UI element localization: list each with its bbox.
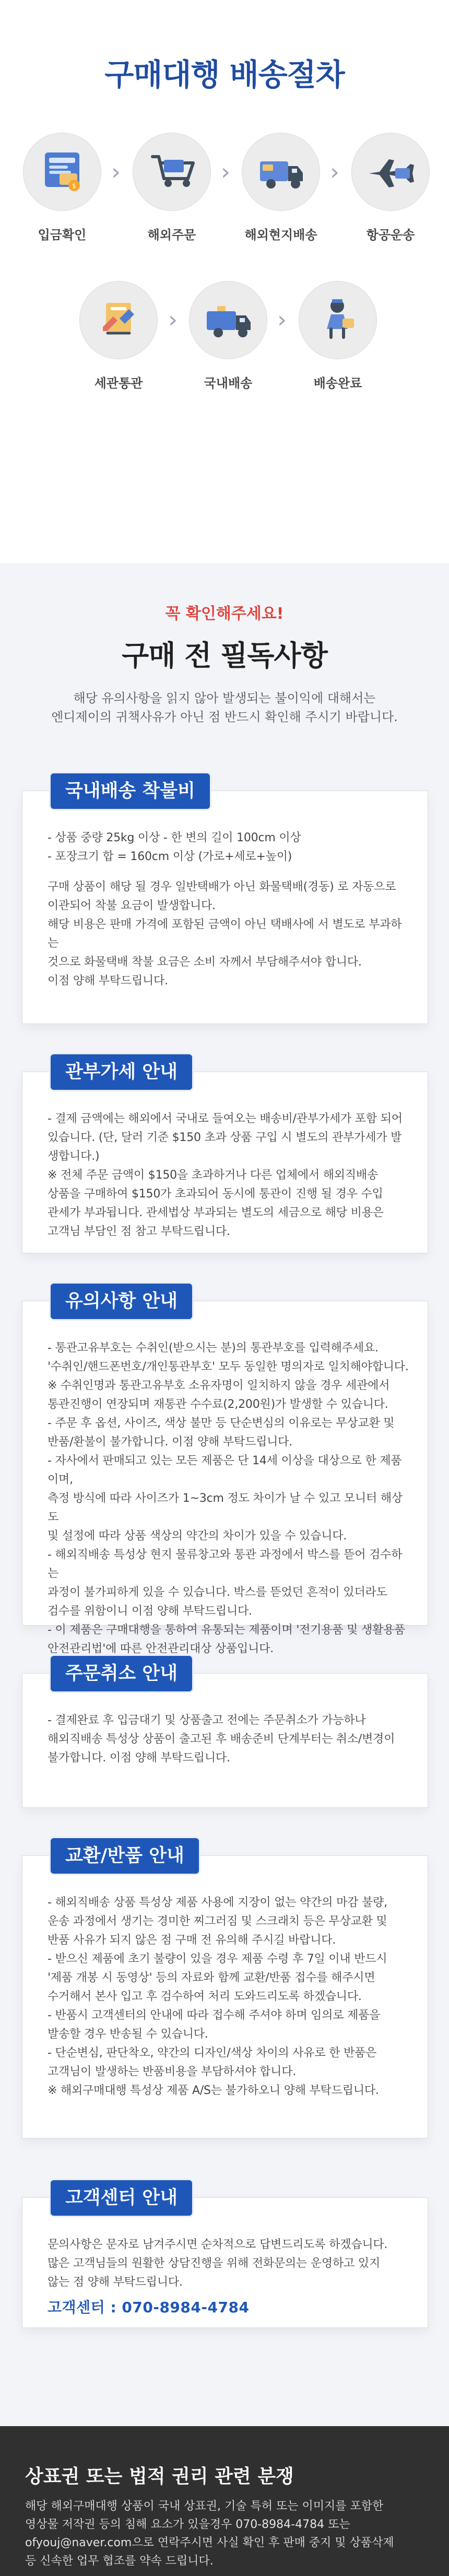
exchange-line-10: 고객님이 발생하는 반품비용을 부담하셔야 합니다. [48,2065,297,2078]
process-step-local-delivery [242,133,320,243]
tax-card-body [48,1110,412,1240]
shipping-line-4: 이관되어 착불 요금이 발생합니다. [48,899,216,912]
exchange-card-title: 교환/반품 안내 [51,1838,199,1874]
chevron-right-icon: › [221,159,230,185]
cancel-card [22,1663,428,1808]
caution-card [22,1291,428,1655]
exchange-line-7: - 반품시 고객센터의 안내에 따라 접수해 주셔야 하며 임의로 제품을 [48,2009,381,2022]
process-step-payment [23,133,101,243]
process-step-domestic-delivery [189,281,267,391]
delivery-truck-icon [242,133,320,211]
tax-card-title: 관부가세 안내 [51,1054,192,1090]
exchange-line-6: 수거해서 본사 입고 후 검수하여 처리 도와드리도록 하겠습니다. [48,1990,362,2003]
customs-clearance-icon [79,281,158,359]
shipping-line-6: 것으로 화물택배 착불 요금은 소비 자께서 부담해주셔야 합니다. [48,956,362,969]
shipping-line-7: 이점 양해 부탁드립니다. [48,974,168,987]
cancel-line-2: 해외직배송 특성상 상품이 출고된 후 배송준비 단계부터는 취소/변경이 [48,1733,395,1746]
exchange-line-1: - 해외직배송 상품 특성상 제품 사용에 지장이 없는 약간의 마감 불량, [48,1896,387,1909]
caution-line-1: - 통관고유부호는 수취인(받으시는 분)의 통관부호를 입력해주세요. [48,1342,379,1355]
caution-line-11: 과정이 불가피하게 있을 수 있습니다. 박스를 뜯었던 흔적이 있더라도 [48,1586,387,1599]
cancel-line-1: - 결제완료 후 입금대기 및 상품출고 전에는 주문취소가 가능하나 [48,1714,366,1727]
notice-text: 꼭 확인해주세요! [165,605,284,623]
guide-subtitle-line-1: 해당 유의사항을 읽지 않아 발생되는 불이익에 대해서는 [73,691,376,705]
svg-text:$: $ [72,182,76,190]
support-line-3: 않는 점 양해 부탁드립니다. [48,2276,183,2289]
legal-footer-text [25,2497,426,2570]
process-label-local-delivery: 해외현지배송 [244,228,317,242]
exchange-card-body [48,1893,412,2125]
legal-footer-line-3: ofyouj@naver.com으로 연락주시면 사실 확인 후 판매 중지 및 상품삭제 [25,2536,394,2549]
tax-card [22,1062,428,1253]
shipping-card-title: 국내배송 착불비 [51,773,210,809]
process-step-complete [299,281,377,391]
shipping-card [22,781,428,1024]
tax-line-3: ※ 전체 주문 금액이 $150을 초과하거나 다른 업체에서 해외직배송 [48,1169,379,1182]
process-label-payment: 입금확인 [38,228,87,242]
chevron-right-icon: › [111,159,121,185]
tax-line-6: 고객님 부담인 점 참고 부탁드립니다. [48,1225,230,1238]
exchange-line-5: '제품 개봉 시 동영상' 등의 자료와 함께 교환/반품 접수를 해주시면 [48,1971,375,1984]
tax-line-2: 있습니다. (단, 달러 기준 $150 초과 상품 구입 시 별도의 관부가세가 발생합니다.) [48,1131,402,1163]
chevron-right-icon: › [330,159,339,185]
cancel-card-body [48,1711,412,1795]
exchange-line-9: - 단순변심, 판단착오, 약간의 디자인/색상 차이의 사유로 한 반품은 [48,2046,377,2060]
caution-line-14: 안전관리법'에 따른 안전관리대상 상품입니다. [48,1642,274,1655]
shipping-line-3: 구매 상품이 해당 될 경우 일반택배가 아닌 화물택배(경동) 로 자동으로 [48,880,396,893]
process-label-customs: 세관통관 [94,376,143,391]
process-step-air [351,133,430,243]
guide-title: 구매 전 필독사항 [122,639,327,672]
support-line-2: 많은 고객님들의 원활한 상담진행을 위해 전화문의는 운영하고 있지 [48,2257,381,2270]
delivery-person-icon [299,281,377,359]
shipping-card-body [48,829,412,1011]
cancel-card-title: 주문취소 안내 [51,1656,192,1691]
support-line-1: 문의사항은 문자로 남겨주시면 순차적으로 답변드리도록 하겠습니다. [48,2238,388,2251]
support-card-title: 고객센터 안내 [51,2180,192,2216]
shipping-spacer [48,866,412,878]
caution-card-title: 유의사항 안내 [51,1284,192,1319]
legal-footer-line-2: 영상물 저작권 등의 침해 요소가 있을경우 070-8984-4784 또는 [25,2518,350,2531]
caution-card-body [48,1339,412,1655]
legal-footer-line-1: 해당 해외구매대행 상품이 국내 상표권, 기술 특허 또는 이미지를 포함한 [25,2500,384,2513]
caution-line-4: 통관진행이 연장되며 재통관 수수료(2,200원)가 발생할 수 있습니다. [48,1398,388,1411]
shipping-line-1: - 상품 중량 25kg 이상 - 한 변의 길이 100cm 이상 [48,831,301,844]
caution-line-12: 검수를 위함이니 이점 양해 부탁드립니다. [48,1605,252,1618]
caution-line-13: - 이 제품은 구매대행을 통하여 유통되는 제품이며 '전기용품 및 생활용품 [48,1624,406,1637]
chevron-right-icon: › [277,307,287,333]
caution-line-10: - 해외직배송 특성상 현지 물류창고와 통관 과정에서 박스를 뜯어 검수하는 [48,1548,403,1580]
airplane-icon [351,133,430,211]
delivery-process-section [0,0,449,563]
caution-line-8: 측정 방식에 따라 사이즈가 1~3cm 정도 차이가 날 수 있고 모니터 해상도 [48,1492,403,1524]
process-step-order [133,133,211,243]
tax-line-5: 관세가 부과됩니다. 관세법상 부과되는 별도의 세금으로 해당 비용은 [48,1206,384,1219]
process-label-domestic-delivery: 국내배송 [204,376,253,391]
support-phone: 고객센터 : 070-8984-4784 [48,2299,250,2316]
exchange-card [22,1845,428,2138]
tax-line-4: 상품을 구매하여 $150가 초과되어 동시에 통관이 진행 될 경우 수입 [48,1187,383,1201]
exchange-line-8: 발송할 경우 반송될 수 있습니다. [48,2028,208,2041]
shipping-line-5: 해당 비용은 판매 가격에 포함된 금액이 아닌 택배사에 서 별도로 부과하는 [48,918,402,950]
exchange-line-3: 반품 사유가 되지 않은 점 구매 전 유의해 주시길 바랍니다. [48,1934,336,1947]
legal-footer-line-4: 등 신속한 업무 협조를 약속 드립니다. [25,2555,214,2568]
payment-doc-icon [23,133,101,211]
chevron-right-icon: › [168,307,178,333]
support-card [22,2187,428,2328]
support-card-body [48,2236,412,2315]
caution-line-5: - 주문 후 옵션, 사이즈, 색상 불만 등 단순변심의 이유로는 무상교환 및 [48,1417,395,1430]
process-title: 구매대행 배송절차 [104,57,345,92]
cancel-line-3: 불가합니다. 이점 양해 부탁드립니다. [48,1751,230,1765]
exchange-line-4: - 받으신 제품에 초기 불량이 있을 경우 제품 수령 후 7일 이내 반드시 [48,1952,387,1966]
caution-line-2: '수취인/핸드폰번호/개인통관부호' 모두 동일한 명의자로 일치해야합니다. [48,1360,409,1373]
process-step-customs [79,281,158,391]
legal-footer [0,2426,449,2576]
caution-line-7: - 자사에서 판매되고 있는 모든 제품은 단 14세 이상을 대상으로 한 제품이며, [48,1454,402,1486]
shopping-cart-icon [133,133,211,211]
caution-line-3: ※ 수취인명과 통관고유부호 소유자명이 일치하지 않을 경우 세관에서 [48,1379,390,1392]
guide-subtitle [0,689,449,726]
caution-line-6: 반품/환불이 불가합니다. 이점 양해 부탁드립니다. [48,1436,293,1449]
legal-footer-title: 상표권 또는 법적 권리 관련 분쟁 [25,2466,294,2487]
shipping-line-2: - 포장크기 합 = 160cm 이상 (가로+세로+높이) [48,850,292,863]
tax-line-1: - 결제 금액에는 해외에서 국내로 들여오는 배송비/관부가세가 포함 되어 [48,1112,403,1125]
domestic-truck-icon [189,281,267,359]
process-label-complete: 배송완료 [313,376,362,391]
process-label-order: 해외주문 [147,228,196,242]
exchange-line-2: 운송 과정에서 생기는 경미한 찌그러짐 및 스크래치 등은 무상교환 및 [48,1915,387,1928]
caution-line-9: 및 설정에 따라 상품 색상의 약간의 차이가 있을 수 있습니다. [48,1530,347,1543]
guide-subtitle-line-2: 엔디제이의 귀책사유가 아닌 점 반드시 확인해 주시기 바랍니다. [51,710,398,724]
process-label-air: 항공운송 [366,228,415,242]
exchange-line-11: ※ 해외구매대행 특성상 제품 A/S는 불가하오니 양해 부탁드립니다. [48,2084,379,2097]
